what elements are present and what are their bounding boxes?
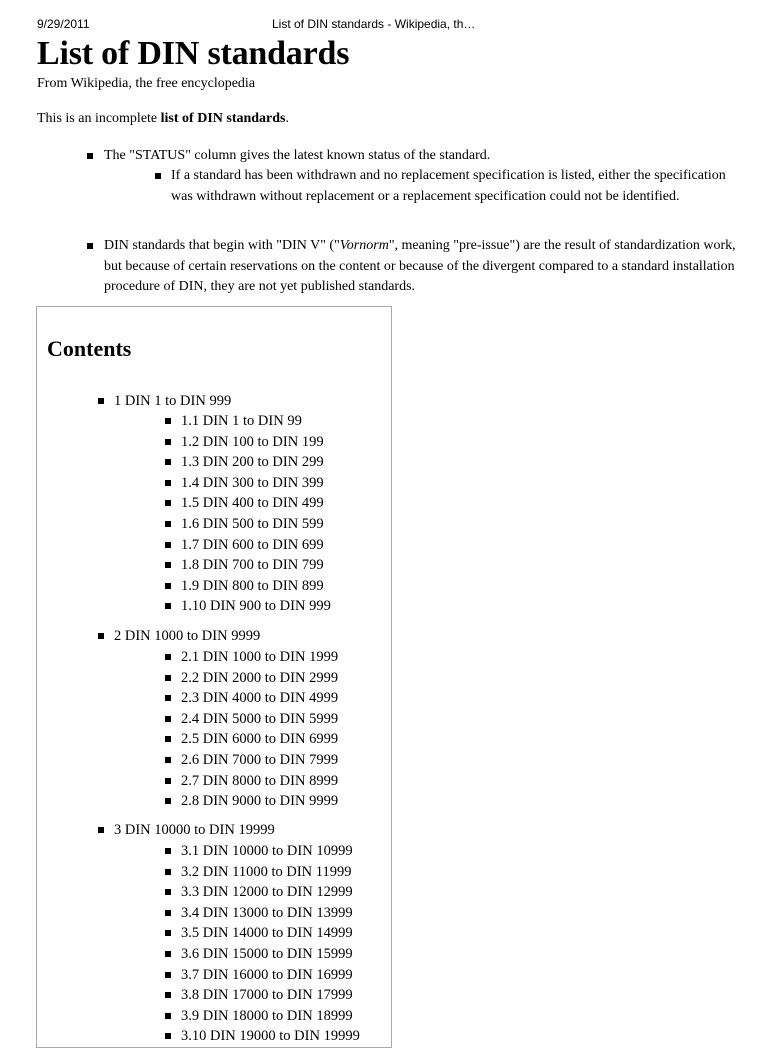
bullet-square-icon <box>165 542 171 548</box>
site-tagline: From Wikipedia, the free encyclopedia <box>37 76 256 91</box>
bullet-square-icon <box>165 1013 171 1019</box>
bullet-square-icon <box>165 480 171 486</box>
toc-subsection[interactable] <box>181 577 324 595</box>
bullet-square-icon <box>87 243 93 249</box>
toc-subsection-link[interactable]: 2.2 DIN 2000 to DIN 2999 <box>181 669 339 686</box>
toc-subsection[interactable] <box>181 474 324 492</box>
page-title: List of DIN standards <box>37 35 350 72</box>
note-text-italic: Vornorm <box>339 238 389 253</box>
print-header <box>0 17 768 33</box>
toc-subsection-link[interactable]: 3.8 DIN 17000 to DIN 17999 <box>181 987 353 1004</box>
toc-subsection[interactable] <box>181 648 338 666</box>
bullet-square-icon <box>165 848 171 854</box>
note-text-prefix: DIN standards that begin with "DIN V" (" <box>104 238 340 253</box>
toc-section-link[interactable]: 2 DIN 1000 to DIN 9999 <box>114 628 261 644</box>
toc-subsection[interactable] <box>181 412 302 430</box>
bullet-square-icon <box>165 521 171 527</box>
bullet-square-icon <box>165 992 171 998</box>
toc-subsection-link[interactable]: 3.6 DIN 15000 to DIN 15999 <box>181 946 353 962</box>
toc-subsection[interactable] <box>181 730 338 748</box>
toc-subsection-link[interactable]: 1.8 DIN 700 to DIN 799 <box>181 557 324 574</box>
toc-section-link[interactable]: 3 DIN 10000 to DIN 19999 <box>114 822 275 838</box>
toc-subsection-link[interactable]: 2.6 DIN 7000 to DIN 7999 <box>181 752 339 768</box>
toc-subsection-link[interactable]: 1.7 DIN 600 to DIN 699 <box>181 536 324 553</box>
toc-subsection-link[interactable]: 3.1 DIN 10000 to DIN 10999 <box>181 843 353 859</box>
intro-suffix: . <box>285 111 290 126</box>
bullet-square-icon <box>165 778 171 784</box>
toc-subsection[interactable] <box>181 883 353 901</box>
note-status-column <box>104 146 744 167</box>
toc-subsection-link[interactable]: 3.4 DIN 13000 to DIN 13999 <box>181 904 353 921</box>
bullet-square-icon <box>165 675 171 681</box>
toc-subsection[interactable] <box>181 945 353 963</box>
bullet-square-icon <box>165 583 171 589</box>
toc-subsection-link[interactable]: 2.7 DIN 8000 to DIN 8999 <box>181 772 339 789</box>
bullet-square-icon <box>98 398 104 404</box>
toc-section[interactable] <box>114 392 231 410</box>
toc-subsection[interactable] <box>181 494 324 512</box>
table-of-contents <box>36 306 392 1048</box>
bullet-square-icon <box>165 695 171 701</box>
bullet-square-icon <box>165 910 171 916</box>
toc-subsection[interactable] <box>181 751 338 769</box>
toc-subsection-link[interactable]: 1.1 DIN 1 to DIN 99 <box>181 413 302 429</box>
toc-subsection[interactable] <box>181 966 353 984</box>
toc-subsection[interactable] <box>181 792 338 810</box>
toc-subsection-link[interactable]: 1.9 DIN 800 to DIN 899 <box>181 577 324 594</box>
bullet-square-icon <box>165 798 171 804</box>
bullet-square-icon <box>165 439 171 445</box>
note-din-v <box>104 236 744 298</box>
bullet-square-icon <box>165 951 171 957</box>
toc-subsection-link[interactable]: 1.10 DIN 900 to DIN 999 <box>181 598 331 615</box>
toc-subsection-link[interactable]: 2.3 DIN 4000 to DIN 4999 <box>181 690 339 707</box>
bullet-square-icon <box>165 972 171 978</box>
toc-section-link[interactable]: 1 DIN 1 to DIN 999 <box>114 393 232 409</box>
toc-subsection[interactable] <box>181 772 338 790</box>
toc-subsection-link[interactable]: 3.10 DIN 19000 to DIN 19999 <box>181 1028 360 1045</box>
toc-subsection-link[interactable]: 2.1 DIN 1000 to DIN 1999 <box>181 649 339 665</box>
toc-subsection-link[interactable]: 1.3 DIN 200 to DIN 299 <box>181 454 324 471</box>
toc-subsection[interactable] <box>181 556 324 574</box>
toc-subsection[interactable] <box>181 904 353 922</box>
toc-subsection[interactable] <box>181 515 324 533</box>
bullet-square-icon <box>165 930 171 936</box>
toc-subsection[interactable] <box>181 433 324 451</box>
print-page-title: List of DIN standards - Wikipedia, th… <box>272 17 476 31</box>
toc-subsection[interactable] <box>181 1027 360 1045</box>
toc-subsection-link[interactable]: 1.5 DIN 400 to DIN 499 <box>181 495 324 512</box>
bullet-square-icon <box>165 736 171 742</box>
toc-subsection-link[interactable]: 2.4 DIN 5000 to DIN 5999 <box>181 710 339 727</box>
intro-prefix: This is an incomplete <box>37 111 161 126</box>
bullet-square-icon <box>165 500 171 506</box>
toc-subsection-link[interactable]: 3.2 DIN 11000 to DIN 11999 <box>181 863 352 880</box>
note-text: The "STATUS" column gives the latest known status of the standard. <box>104 148 491 163</box>
toc-subsection[interactable] <box>181 453 324 471</box>
bullet-square-icon <box>165 459 171 465</box>
toc-subsection-link[interactable]: 3.9 DIN 18000 to DIN 18999 <box>181 1007 353 1024</box>
toc-subsection-link[interactable]: 2.5 DIN 6000 to DIN 6999 <box>181 731 339 748</box>
toc-subsection-link[interactable]: 2.8 DIN 9000 to DIN 9999 <box>181 793 339 810</box>
note-text-suffix: ", meaning "pre-issue") are the result of standardization work, but because of certain reservations on the content or because of the divergent compared to a standard installation procedure of DIN, they are not yet published standards. <box>104 238 736 294</box>
toc-subsection[interactable] <box>181 986 353 1004</box>
toc-subsection[interactable] <box>181 597 331 615</box>
bullet-square-icon <box>165 654 171 660</box>
bullet-square-icon <box>87 153 93 159</box>
subnote-text: If a standard has been withdrawn and no replacement specification is listed, either the specification was withdrawn without replacement or a replacement specification could not be identified. <box>171 168 726 204</box>
bullet-square-icon <box>165 757 171 763</box>
bullet-square-icon <box>165 869 171 875</box>
bullet-square-icon <box>155 173 161 179</box>
toc-title: Contents <box>47 336 132 361</box>
print-date: 9/29/2011 <box>37 17 90 31</box>
toc-subsection[interactable] <box>181 689 338 707</box>
toc-subsection[interactable] <box>181 842 353 860</box>
intro-link[interactable]: list of DIN standards <box>160 111 286 126</box>
bullet-square-icon <box>165 716 171 722</box>
toc-subsection[interactable] <box>181 1007 353 1025</box>
toc-subsection[interactable] <box>181 924 353 942</box>
toc-section[interactable] <box>114 627 260 645</box>
toc-subsection-link[interactable]: 1.2 DIN 100 to DIN 199 <box>181 433 324 450</box>
bullet-square-icon <box>165 418 171 424</box>
bullet-square-icon <box>165 562 171 568</box>
bullet-square-icon <box>165 1033 171 1039</box>
toc-subsection[interactable] <box>181 863 352 881</box>
bullet-square-icon <box>165 603 171 609</box>
toc-subsection[interactable] <box>181 710 338 728</box>
subnote-withdrawn <box>171 166 739 207</box>
toc-section[interactable] <box>114 821 275 839</box>
toc-subsection[interactable] <box>181 536 324 554</box>
toc-subsection-link[interactable]: 3.3 DIN 12000 to DIN 12999 <box>181 884 353 901</box>
bullet-square-icon <box>98 633 104 639</box>
bullet-square-icon <box>98 827 104 833</box>
toc-subsection-link[interactable]: 3.7 DIN 16000 to DIN 16999 <box>181 966 353 983</box>
toc-subsection-link[interactable]: 3.5 DIN 14000 to DIN 14999 <box>181 925 353 942</box>
toc-subsection-link[interactable]: 1.4 DIN 300 to DIN 399 <box>181 474 324 491</box>
bullet-square-icon <box>165 889 171 895</box>
toc-subsection-link[interactable]: 1.6 DIN 500 to DIN 599 <box>181 516 324 532</box>
toc-subsection[interactable] <box>181 669 338 687</box>
intro-paragraph <box>37 110 289 128</box>
